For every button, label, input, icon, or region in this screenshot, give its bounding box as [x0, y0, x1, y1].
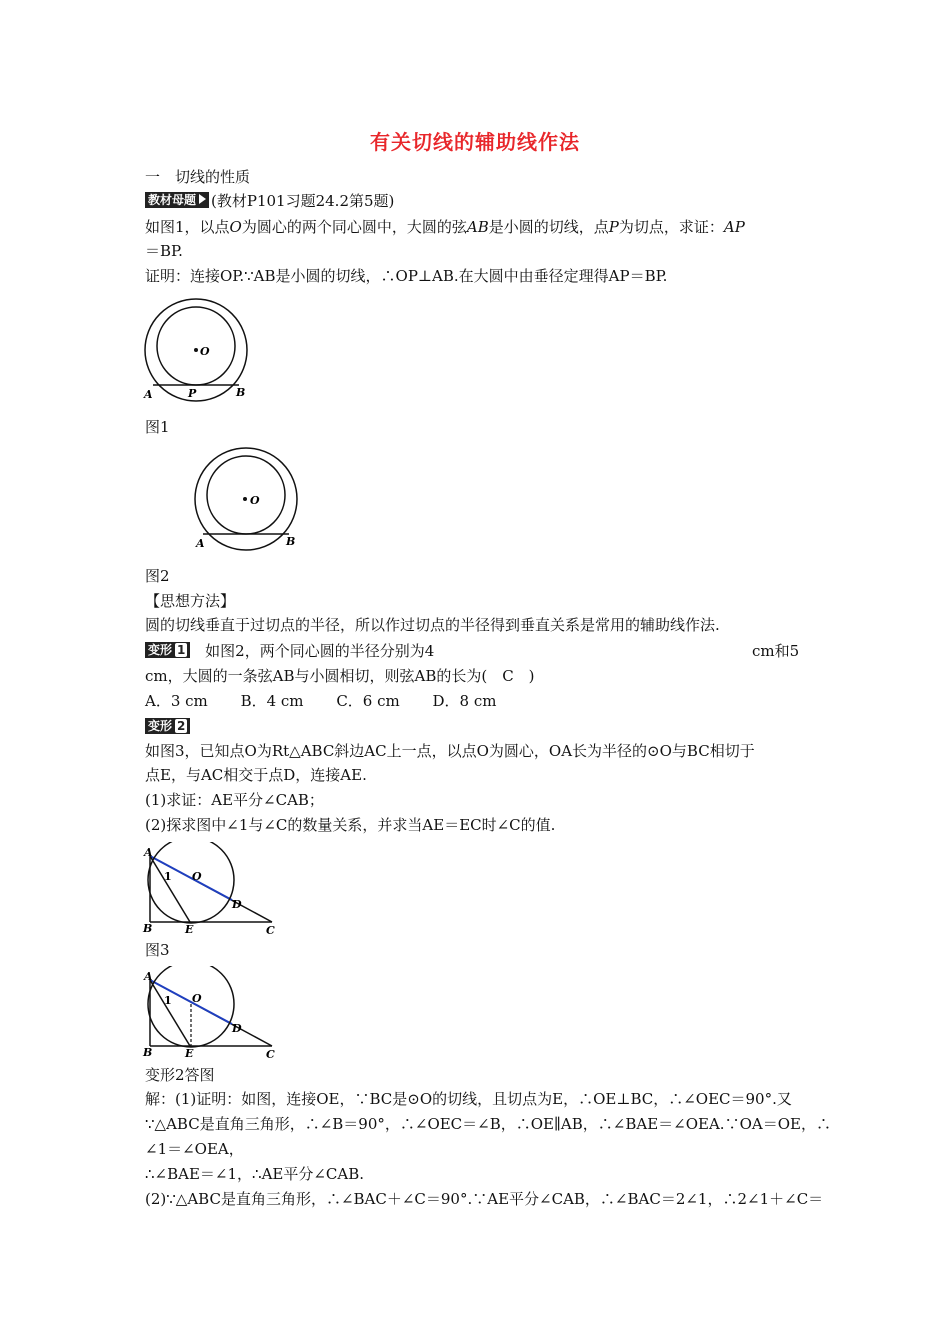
- fig3-circle-o: [148, 842, 234, 923]
- figure-1: [140, 298, 252, 404]
- fig3-label-e: E: [185, 923, 194, 936]
- fig2-caption: 图2: [145, 567, 170, 585]
- section-heading: 一 切线的性质: [145, 168, 251, 186]
- fig1-label-p: P: [188, 387, 197, 400]
- variant1-badge: 变形 1: [145, 642, 190, 658]
- mother-ref: (教材P101习题24.2第5题): [211, 192, 395, 210]
- figure-4: [140, 966, 280, 1062]
- solution-line2: ∵△ABC是直角三角形，∴∠B＝90°，∴∠OEC＝∠B，∴OE∥AB，∴∠BAE＝∠OEA.∵OA＝OE，∴: [145, 1115, 831, 1133]
- option-d: D．8 cm: [432, 692, 497, 710]
- play-icon: [199, 194, 206, 204]
- variant2-badge-line: [145, 716, 192, 738]
- variant2-line2: 点E，与AC相交于点D，连接AE.: [145, 766, 367, 784]
- page-title: 有关切线的辅助线作法: [370, 130, 580, 154]
- solution-line3: ∠1＝∠OEA，: [145, 1140, 244, 1158]
- figure-2: [190, 447, 304, 553]
- fig3-label-o: O: [192, 870, 202, 883]
- fig4-label-1: 1: [164, 994, 172, 1007]
- fig3-label-b: B: [143, 922, 153, 935]
- fig2-label-o: O: [250, 494, 260, 507]
- fig4-label-d: D: [232, 1022, 242, 1035]
- fig3-label-d: D: [232, 898, 242, 911]
- option-a: A．3 cm: [145, 692, 208, 710]
- fig1-small-circle: [157, 307, 235, 385]
- fig1-caption: 图1: [145, 418, 170, 436]
- fig4-label-a: A: [144, 970, 153, 983]
- fig1-label-a: A: [144, 388, 153, 401]
- fig3-label-a: A: [144, 846, 153, 859]
- fig1-center-dot: [194, 348, 198, 352]
- fig3-label-1: 1: [164, 870, 172, 883]
- mother-problem-badge: 教材母题: [145, 192, 209, 208]
- fig2-label-b: B: [286, 535, 296, 548]
- fig4-label-e: E: [185, 1047, 194, 1060]
- fig3-diameter-ad: [150, 856, 232, 900]
- figure-3: [140, 842, 280, 938]
- fig2-small-circle: [207, 456, 285, 534]
- variant1-options: [145, 690, 496, 712]
- option-c: C．6 cm: [336, 692, 400, 710]
- fig1-label-o: O: [200, 345, 210, 358]
- mother-problem-line: [145, 190, 394, 212]
- variant2-badge: 变形 2: [145, 718, 190, 734]
- fig4-label-c: C: [266, 1048, 275, 1061]
- fig4-label-b: B: [143, 1046, 153, 1059]
- variant2-q2: (2)探求图中∠1与∠C的数量关系，并求当AE＝EC时∠C的值.: [145, 816, 556, 834]
- solution-line5: (2)∵△ABC是直角三角形，∴∠BAC＋∠C＝90°.∵AE平分∠CAB，∴∠BAC＝2∠1，∴2∠1＋∠C＝: [145, 1190, 824, 1208]
- fig1-label-b: B: [236, 386, 246, 399]
- solution-line1: 解：(1)证明：如图，连接OE，∵BC是⊙O的切线，且切点为E，∴OE⊥BC，∴∠OEC＝90°.又: [145, 1090, 792, 1108]
- q1-line1: 如图1，以点O为圆心的两个同心圆中，大圆的弦AB是小圆的切线，点P为切点，求证：AP: [145, 218, 745, 236]
- fig4-diameter-ad: [150, 980, 232, 1024]
- method-title: 【思想方法】: [145, 592, 236, 610]
- variant2-line1: 如图3，已知点O为Rt△ABC斜边AC上一点，以点O为圆心，OA长为半径的⊙O与BC相切于: [145, 742, 755, 760]
- fig2-center-dot: [243, 497, 247, 501]
- solution-line4: ∴∠BAE＝∠1，∴AE平分∠CAB.: [145, 1165, 365, 1183]
- variant1-line2: cm，大圆的一条弦AB与小圆相切，则弦AB的长为( C ): [145, 667, 535, 685]
- fig2-label-a: A: [196, 537, 205, 550]
- proof-line: 证明：连接OP.∵AB是小圆的切线，∴OP⊥AB.在大圆中由垂径定理得AP＝BP.: [145, 267, 668, 285]
- q1-line2: ＝BP.: [145, 242, 183, 260]
- fig4-caption: 变形2答图: [145, 1066, 215, 1084]
- option-b: B．4 cm: [240, 692, 304, 710]
- fig4-label-o: O: [192, 992, 202, 1005]
- method-text: 圆的切线垂直于过切点的半径，所以作过切点的半径得到垂直关系是常用的辅助线作法.: [145, 616, 720, 634]
- variant1-line1-right: cm和5: [752, 642, 800, 660]
- variant2-q1: (1)求证：AE平分∠CAB；: [145, 791, 324, 809]
- fig3-label-c: C: [266, 924, 275, 937]
- variant1-line1: 变形 1 如图2，两个同心圆的半径分别为4: [145, 640, 434, 662]
- fig3-caption: 图3: [145, 941, 170, 959]
